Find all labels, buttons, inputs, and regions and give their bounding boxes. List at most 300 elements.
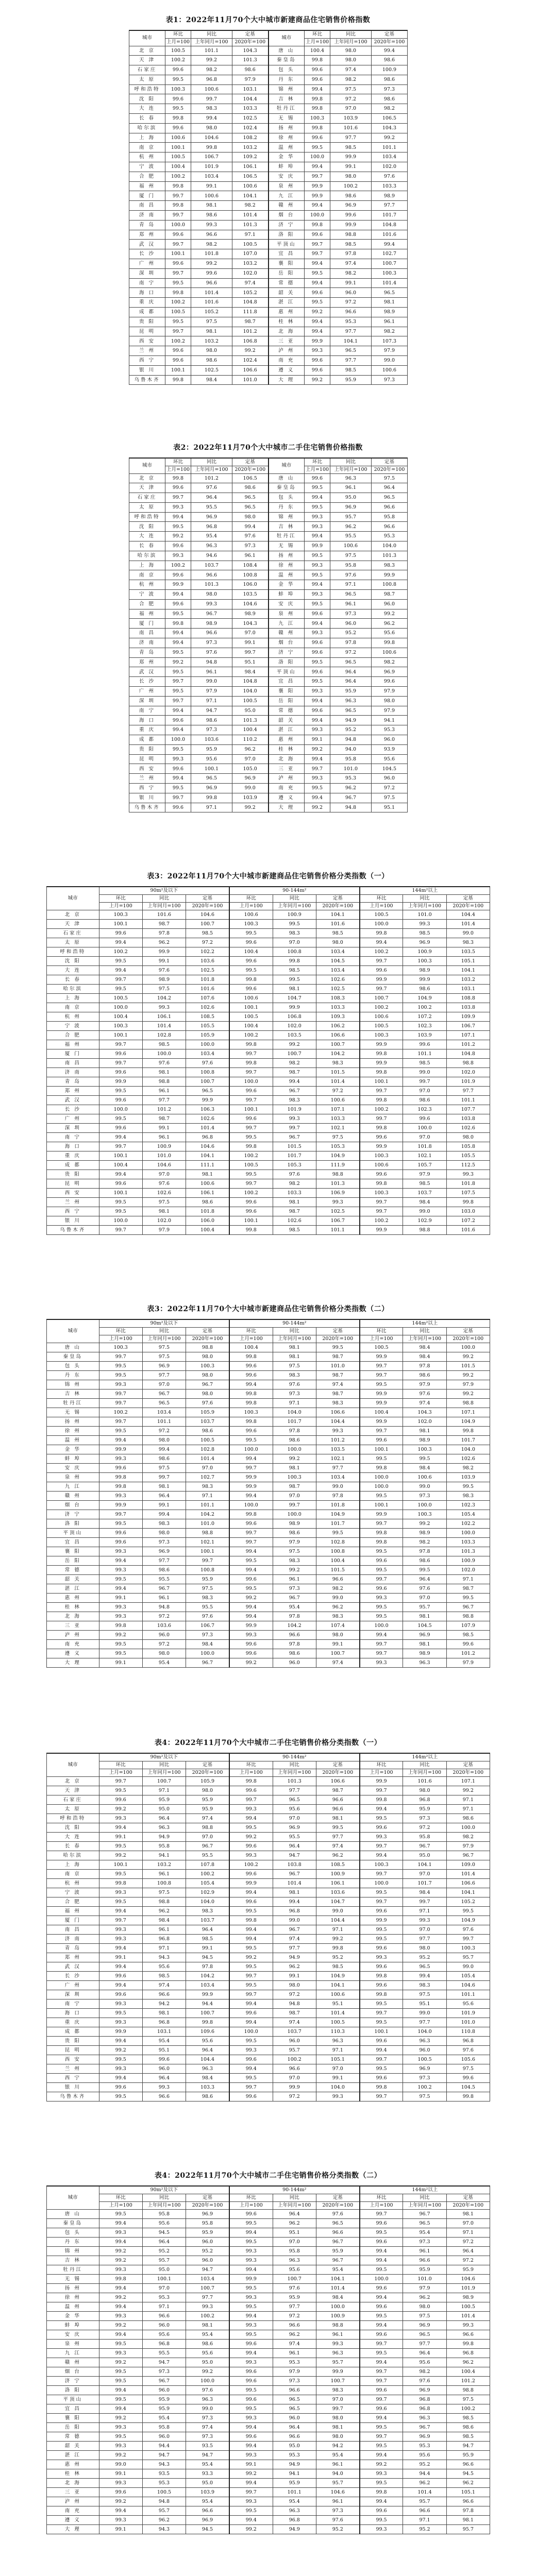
city-name: 韶 关 [47, 1575, 99, 1584]
size-header: 90-144m² [229, 887, 360, 894]
index-value: 100.2 [99, 1408, 142, 1417]
index-value: 97.0 [142, 1380, 186, 1389]
index-value: 100.5 [186, 1436, 229, 1445]
city-name: 沈 阳 [129, 522, 165, 532]
index-value: 98.6 [186, 2092, 229, 2102]
index-value: 96.6 [142, 2312, 186, 2321]
city-name: 长 春 [47, 1842, 99, 1851]
index-value: 98.7 [232, 317, 269, 327]
index-value: 95.9 [142, 2404, 186, 2414]
group-header: 环比 [305, 458, 330, 466]
index-value: 100.4 [165, 162, 191, 172]
index-value: 100.0 [99, 1003, 142, 1012]
city-name: 桂 林 [47, 2469, 99, 2479]
index-value: 99.8 [229, 1510, 273, 1519]
index-value: 96.2 [142, 2516, 186, 2525]
city-name: 丹 东 [269, 502, 305, 512]
index-value: 100.5 [165, 46, 191, 56]
index-value: 96.1 [316, 2497, 359, 2506]
index-value: 100.4 [229, 1343, 273, 1352]
index-value: 97.5 [142, 1343, 186, 1352]
index-value: 98.3 [273, 1371, 316, 1380]
city-name: 南 昌 [129, 201, 165, 211]
index-value: 101.9 [446, 1077, 490, 1087]
index-value: 97.9 [446, 1658, 490, 1668]
index-value: 104.2 [186, 1510, 229, 1519]
index-value: 99.5 [360, 2479, 403, 2488]
table-row [129, 75, 408, 84]
index-value: 97.8 [330, 638, 372, 648]
index-value: 98.7 [316, 1786, 359, 1795]
index-value: 95.0 [186, 2358, 229, 2367]
index-value: 99.5 [360, 1566, 403, 1575]
index-value: 99.4 [229, 1603, 273, 1612]
index-value: 97.0 [316, 2064, 359, 2074]
index-value: 99.7 [99, 1040, 142, 1049]
index-value: 99.6 [403, 1040, 446, 1049]
index-value: 99.6 [229, 1207, 273, 1216]
index-value: 99.3 [305, 522, 330, 532]
city-name: 北 海 [269, 754, 305, 764]
index-value: 99.7 [360, 2432, 403, 2442]
index-value: 97.2 [446, 2256, 490, 2265]
city-name: 惠 州 [47, 1594, 99, 1603]
city-name: 平顶山 [269, 667, 305, 677]
index-value: 97.9 [191, 687, 232, 697]
index-value: 100.4 [316, 1556, 359, 1566]
city-name: 宁 波 [47, 1888, 99, 1897]
city-name: 洛 阳 [269, 230, 305, 240]
index-value: 99.4 [360, 2247, 403, 2256]
table-row [47, 1216, 490, 1226]
index-value: 99.8 [229, 1777, 273, 1786]
table-row [47, 2256, 490, 2265]
index-value: 100.3 [165, 84, 191, 94]
index-value: 99.3 [229, 1631, 273, 1640]
index-value: 101.2 [446, 1040, 490, 1049]
index-value: 99.3 [229, 2497, 273, 2506]
index-value: 99.6 [229, 1870, 273, 1879]
index-value: 100.0 [316, 2302, 359, 2312]
group-header: 同比 [330, 30, 372, 38]
city-name: 北 京 [47, 1777, 99, 1786]
index-value: 99.6 [446, 2074, 490, 2083]
index-value: 99.5 [305, 551, 330, 561]
index-value: 99.0 [446, 1962, 490, 1972]
index-value: 104.1 [186, 1151, 229, 1161]
index-value: 99.4 [360, 2293, 403, 2302]
index-value: 99.6 [142, 2055, 186, 2064]
city-name: 烟 台 [269, 211, 305, 221]
index-value: 99.4 [305, 201, 330, 211]
index-value: 97.5 [142, 985, 186, 994]
index-value: 100.0 [99, 1216, 142, 1226]
index-value: 97.6 [446, 2046, 490, 2055]
index-value: 96.6 [316, 1575, 359, 1584]
index-value: 98.0 [186, 1786, 229, 1795]
table-row [47, 1380, 490, 1389]
table-row [47, 2414, 490, 2423]
index-value: 96.6 [191, 278, 232, 288]
index-value: 97.5 [446, 2395, 490, 2404]
group-header: 环比 [360, 1327, 403, 1335]
index-value: 97.6 [273, 1380, 316, 1389]
index-value: 99.7 [229, 1068, 273, 1077]
table-row [47, 1022, 490, 1031]
index-value: 102.6 [316, 975, 359, 985]
index-value: 99.3 [229, 2046, 273, 2055]
index-value: 99.1 [99, 1833, 142, 1842]
index-value: 97.2 [273, 2092, 316, 2102]
table-row [129, 764, 408, 774]
base-header: 上月=100 [99, 1769, 142, 1777]
index-value: 106.6 [316, 1031, 359, 1040]
index-value: 97.3 [142, 1538, 186, 1547]
index-value: 99.8 [165, 473, 191, 483]
index-value: 98.6 [186, 2340, 229, 2349]
city-name: 赣 州 [47, 1492, 99, 1501]
index-value: 99.2 [99, 2293, 142, 2302]
index-value: 94.8 [330, 803, 372, 812]
index-value: 107.9 [446, 1621, 490, 1631]
index-value: 98.5 [403, 929, 446, 938]
index-value: 99.9 [316, 2367, 359, 2377]
index-value: 100.5 [360, 1022, 403, 1031]
index-value: 100.0 [446, 1529, 490, 1538]
index-value: 96.2 [142, 1907, 186, 1916]
index-value: 95.7 [142, 2506, 186, 2516]
city-name: 唐 山 [47, 1343, 99, 1352]
index-value: 104.1 [316, 1981, 359, 1990]
city-name: 北 京 [47, 910, 99, 920]
city-name: 福 州 [47, 1040, 99, 1049]
index-value: 99.3 [446, 2321, 490, 2330]
index-value: 94.9 [273, 1953, 316, 1962]
index-value: 103.4 [142, 1408, 186, 1417]
index-value: 96.9 [403, 2432, 446, 2442]
index-value: 100.1 [99, 1031, 142, 1040]
index-value: 99.9 [305, 181, 330, 191]
index-value: 104.2 [316, 1049, 359, 1059]
index-value: 99.6 [360, 2386, 403, 2395]
index-value: 99.6 [99, 1049, 142, 1059]
index-value: 96.0 [142, 2064, 186, 2074]
index-value: 99.9 [360, 1417, 403, 1427]
index-value: 100.3 [360, 1031, 403, 1040]
index-value: 97.8 [273, 1427, 316, 1436]
index-value: 102.4 [232, 356, 269, 366]
index-value: 99.1 [99, 1594, 142, 1603]
index-value: 96.0 [186, 2238, 229, 2247]
index-value: 96.9 [191, 512, 232, 522]
index-value: 104.6 [316, 2488, 359, 2497]
index-value: 96.5 [372, 288, 408, 298]
city-name: 天 津 [129, 483, 165, 493]
city-name: 平顶山 [269, 240, 305, 249]
index-value: 102.0 [446, 1068, 490, 1077]
index-value: 99.6 [99, 2488, 142, 2497]
index-value: 97.5 [186, 1584, 229, 1594]
table-title: 表3：2022年11月70个大中城市新建商品住宅销售价格分类指数（一） [147, 872, 389, 880]
index-value: 99.6 [305, 365, 330, 375]
table-row [47, 957, 490, 966]
index-value: 104.3 [232, 619, 269, 629]
index-value: 98.6 [191, 716, 232, 725]
index-value: 98.8 [142, 1077, 186, 1087]
table-row [129, 473, 408, 483]
index-value: 95.1 [142, 2046, 186, 2055]
index-value: 99.6 [229, 1087, 273, 1096]
index-value: 99.7 [165, 493, 191, 503]
city-name: 岳 阳 [47, 1556, 99, 1566]
group-header: 定基 [232, 30, 269, 38]
index-value: 99.9 [142, 947, 186, 957]
index-value: 99.6 [360, 1133, 403, 1142]
index-value: 99.8 [186, 2018, 229, 2027]
index-value: 101.3 [232, 220, 269, 230]
index-value: 99.4 [229, 1547, 273, 1556]
index-value: 100.5 [360, 1343, 403, 1352]
base-header: 上月=100 [229, 1335, 273, 1343]
index-value: 95.5 [273, 1833, 316, 1842]
city-header: 城市 [47, 887, 99, 910]
index-value: 96.7 [191, 609, 232, 619]
index-value: 98.6 [403, 1096, 446, 1105]
city-name: 安 庆 [269, 599, 305, 609]
table-row [47, 1142, 490, 1151]
index-value: 100.3 [446, 1944, 490, 1953]
index-value: 101.3 [191, 580, 232, 590]
index-value: 100.2 [229, 1189, 273, 1198]
index-value: 97.8 [142, 929, 186, 938]
index-value: 96.8 [446, 2037, 490, 2046]
table-title: 表4：2022年11月70个大中城市二手住宅销售价格分类指数（一） [154, 1739, 382, 1747]
city-name: 泉 州 [47, 2340, 99, 2349]
city-name: 广 州 [129, 259, 165, 269]
city-name: 西 宁 [47, 2074, 99, 2083]
index-value: 99.7 [360, 2009, 403, 2018]
index-value: 99.3 [316, 2340, 359, 2349]
base-header: 上月=100 [99, 903, 142, 910]
index-value: 101.4 [446, 920, 490, 929]
city-name: 烟 台 [47, 1501, 99, 1510]
city-name: 成 都 [129, 735, 165, 745]
index-value: 98.0 [191, 346, 232, 356]
table-row [47, 2074, 490, 2083]
index-value: 96.8 [273, 2516, 316, 2525]
index-value: 100.0 [229, 1501, 273, 1510]
index-value: 104.4 [316, 1916, 359, 1925]
city-name: 烟 台 [269, 638, 305, 648]
index-value: 107.5 [446, 1189, 490, 1198]
city-name: 合 肥 [47, 1897, 99, 1907]
group-header: 环比 [360, 1761, 403, 1769]
index-value: 97.5 [142, 1888, 186, 1897]
index-value: 102.6 [446, 1124, 490, 1133]
index-value: 99.0 [372, 356, 408, 366]
index-value: 99.7 [360, 2210, 403, 2219]
index-value: 103.3 [273, 1189, 316, 1198]
city-name: 九 江 [47, 1482, 99, 1492]
index-value: 100.7 [186, 1077, 229, 1087]
index-value: 99.3 [99, 1566, 142, 1575]
index-value: 100.2 [165, 56, 191, 65]
index-value: 97.1 [446, 2228, 490, 2238]
index-value: 96.6 [142, 2092, 186, 2102]
index-value: 96.5 [191, 774, 232, 784]
table-row [47, 1362, 490, 1371]
index-value: 99.5 [229, 1981, 273, 1990]
index-value: 99.6 [229, 1786, 273, 1795]
index-value: 99.6 [165, 346, 191, 356]
index-value: 104.9 [316, 1151, 359, 1161]
index-value: 99.0 [446, 929, 490, 938]
index-value: 99.3 [446, 1170, 490, 1179]
city-name: 襄 阳 [269, 259, 305, 269]
index-value: 96.6 [330, 308, 372, 317]
index-value: 100.4 [229, 947, 273, 957]
index-value: 98.7 [142, 920, 186, 929]
index-value: 97.7 [316, 1464, 359, 1473]
index-value: 99.2 [229, 2525, 273, 2534]
index-value: 98.1 [273, 1464, 316, 1473]
index-value: 103.2 [142, 1860, 186, 1870]
base-header: 2020年=100 [316, 2202, 359, 2210]
index-value: 94.8 [142, 2497, 186, 2506]
table-row [129, 570, 408, 580]
index-value: 104.9 [446, 1916, 490, 1925]
index-value: 108.3 [316, 994, 359, 1003]
table-row [129, 375, 408, 385]
index-value: 99.4 [99, 1584, 142, 1594]
city-name: 福 州 [47, 1907, 99, 1916]
city-name: 南 京 [129, 570, 165, 580]
city-name: 唐 山 [269, 46, 305, 56]
city-name: 赣 州 [269, 201, 305, 211]
table-row [129, 541, 408, 551]
index-value: 96.1 [191, 667, 232, 677]
index-value: 99.7 [360, 2377, 403, 2386]
index-value: 100.0 [186, 1040, 229, 1049]
index-value: 100.0 [360, 1473, 403, 1482]
index-value: 97.6 [316, 2210, 359, 2219]
table-row [129, 716, 408, 725]
index-value: 99.6 [229, 2367, 273, 2377]
index-value: 95.2 [403, 2460, 446, 2469]
city-name: 西 安 [47, 1189, 99, 1198]
index-value: 97.0 [403, 1594, 446, 1603]
index-value: 99.8 [360, 1179, 403, 1189]
city-name: 济 南 [47, 1068, 99, 1077]
city-name: 合 肥 [129, 172, 165, 181]
index-value: 106.1 [186, 1189, 229, 1198]
index-value: 99.4 [99, 1133, 142, 1142]
city-name: 广 州 [129, 687, 165, 697]
table-row [129, 143, 408, 152]
index-value: 101.0 [330, 764, 372, 774]
index-value: 101.5 [273, 1142, 316, 1151]
index-value: 99.2 [232, 803, 269, 812]
index-value: 99.8 [165, 181, 191, 191]
city-name: 深 圳 [129, 268, 165, 278]
index-value: 99.7 [165, 240, 191, 249]
index-value: 99.4 [360, 2358, 403, 2367]
index-value: 97.6 [446, 1925, 490, 1935]
index-value: 98.9 [142, 975, 186, 985]
index-value: 107.1 [316, 1105, 359, 1114]
index-value: 106.1 [142, 1012, 186, 1022]
index-value: 96.3 [403, 1658, 446, 1668]
index-value: 99.4 [229, 2312, 273, 2321]
index-value: 95.2 [330, 629, 372, 638]
index-value: 96.0 [403, 2046, 446, 2055]
index-value: 99.8 [229, 1417, 273, 1427]
index-value: 95.8 [186, 2219, 229, 2228]
index-value: 96.7 [273, 1870, 316, 1879]
index-value: 98.0 [142, 1649, 186, 1658]
index-value: 106.1 [316, 1879, 359, 1888]
index-value: 95.8 [330, 754, 372, 764]
index-value: 99.6 [99, 1529, 142, 1538]
index-value: 95.6 [372, 629, 408, 638]
index-value: 96.2 [403, 2479, 446, 2488]
base-header: 2020年=100 [446, 1335, 490, 1343]
city-name: 三 亚 [269, 336, 305, 346]
index-value: 99.6 [229, 2377, 273, 2386]
index-value: 96.0 [186, 2256, 229, 2265]
index-value: 100.5 [232, 240, 269, 249]
index-value: 97.2 [186, 938, 229, 947]
city-name: 泸 州 [47, 2497, 99, 2506]
index-value: 99.4 [229, 1935, 273, 1944]
index-value: 100.1 [229, 1003, 273, 1012]
index-value: 98.7 [316, 1389, 359, 1399]
index-value: 99.2 [99, 2256, 142, 2265]
table-row [47, 1842, 490, 1851]
index-value: 99.9 [99, 2027, 142, 2037]
index-value: 101.6 [142, 910, 186, 920]
city-name: 天 津 [129, 56, 165, 65]
index-value: 99.6 [229, 2210, 273, 2219]
city-name: 牡丹江 [47, 1399, 99, 1408]
index-value: 104.1 [446, 1888, 490, 1897]
table-row [47, 1151, 490, 1161]
index-value: 99.3 [229, 1851, 273, 1860]
index-value: 97.3 [372, 375, 408, 385]
index-value: 105.1 [446, 957, 490, 966]
index-value: 98.5 [446, 1631, 490, 1640]
city-name: 杭 州 [129, 152, 165, 162]
index-value: 99.6 [446, 1640, 490, 1649]
index-value: 99.7 [446, 1935, 490, 1944]
index-value: 95.0 [142, 2265, 186, 2275]
index-value: 101.8 [403, 1142, 446, 1151]
city-name: 深 圳 [47, 1990, 99, 1999]
index-value: 99.8 [360, 1538, 403, 1547]
index-value: 99.3 [305, 629, 330, 638]
city-name: 重 庆 [129, 298, 165, 308]
index-value: 99.5 [229, 1170, 273, 1179]
index-value: 97.7 [142, 1096, 186, 1105]
index-value: 99.4 [99, 2330, 142, 2340]
index-value: 99.8 [165, 619, 191, 629]
table-row [47, 1096, 490, 1105]
index-value: 97.2 [330, 648, 372, 657]
table-row [47, 1436, 490, 1445]
index-value: 98.1 [316, 1814, 359, 1823]
index-value: 98.3 [186, 1594, 229, 1603]
index-value: 99.1 [229, 2460, 273, 2469]
